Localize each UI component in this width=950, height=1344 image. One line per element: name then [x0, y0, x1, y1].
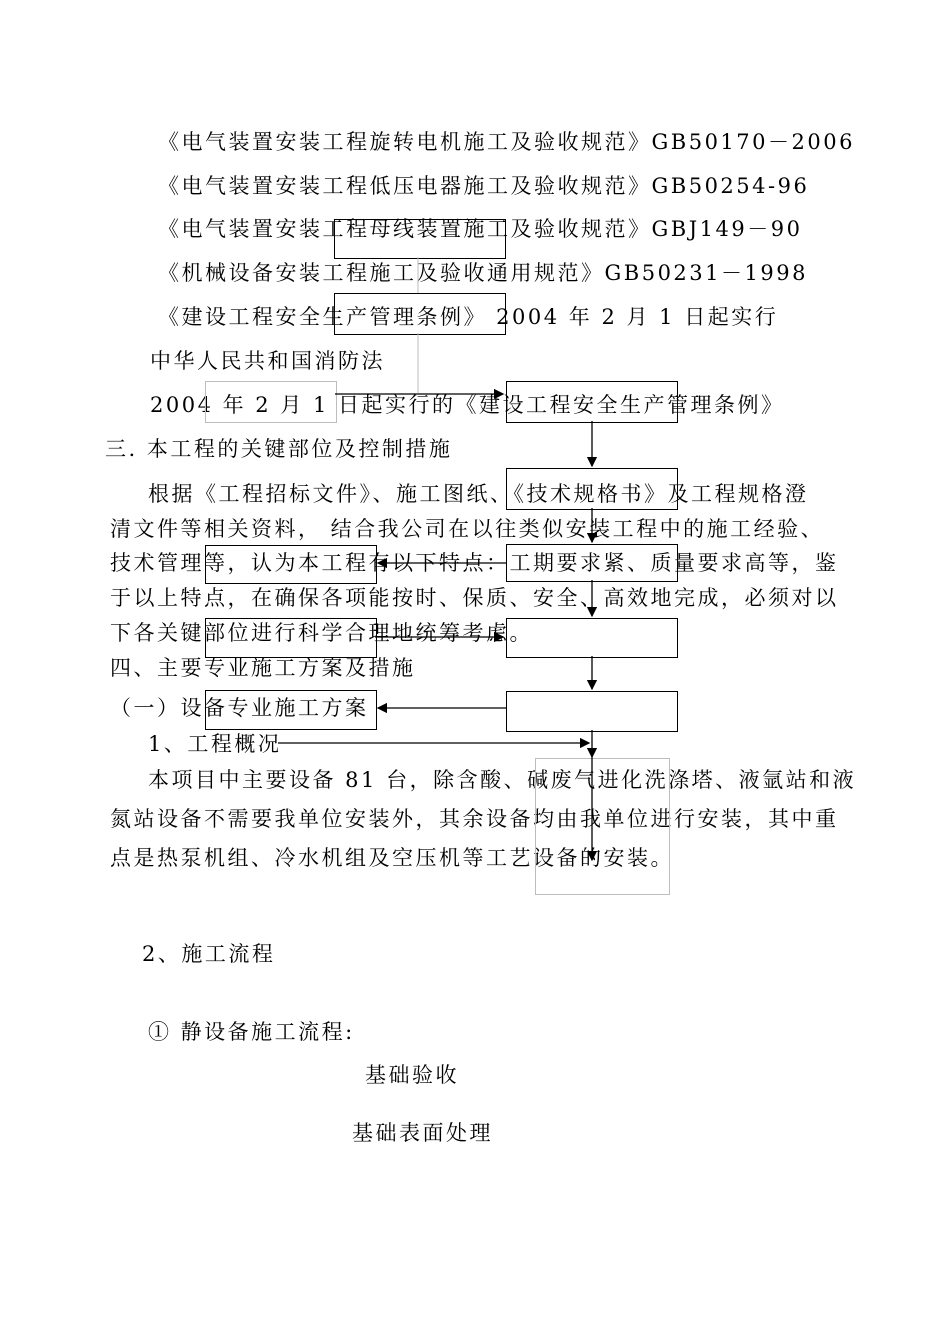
overview-line: 点是热泵机组、冷水机组及空压机等工艺设备的安装。 — [110, 846, 674, 870]
section4-heading: 四、主要专业施工方案及措施 — [110, 656, 416, 680]
paragraph-line: 于以上特点，在确保各项能按时、保质、安全、高效地完成，必须对以 — [110, 586, 839, 610]
paragraph-line: 根据《工程招标文件》、施工图纸、《技术规格书》及工程规格澄 — [148, 482, 809, 506]
standard-line: 《建设工程安全生产管理条例》 2004 年 2 月 1 日起实行 — [158, 305, 779, 329]
section3-heading: 三. 本工程的关键部位及控制措施 — [105, 437, 453, 461]
standard-line: 《电气装置安装工程母线装置施工及验收规范》GBJ149－90 — [158, 217, 803, 241]
overview-line: 氮站设备不需要我单位安装外，其余设备均由我单位进行安装，其中重 — [110, 807, 839, 831]
standard-line: 《电气装置安装工程旋转电机施工及验收规范》GB50170－2006 — [158, 130, 855, 154]
subsection-heading: （一）设备专业施工方案 — [110, 696, 369, 720]
item-heading: 1、工程概况 — [148, 732, 282, 756]
standard-line: 中华人民共和国消防法 — [150, 349, 385, 373]
overview-line: 本项目中主要设备 81 台，除含酸、碱废气进化洗涤塔、液氩站和液 — [148, 768, 857, 792]
paragraph-line: 下各关键部位进行科学合理地统筹考虑。 — [110, 621, 533, 645]
flow-step: 基础表面处理 — [352, 1121, 493, 1145]
paragraph-line: 技术管理等，认为本工程有以下特点：工期要求紧、质量要求高等，鉴 — [110, 551, 839, 575]
standard-line: 《机械设备安装工程施工及验收通用规范》GB50231－1998 — [158, 261, 808, 285]
standard-line: 2004 年 2 月 1 日起实行的《建设工程安全生产管理条例》 — [150, 393, 785, 417]
standard-line: 《电气装置安装工程低压电器施工及验收规范》GB50254-96 — [158, 174, 810, 198]
flow-title: ① 静设备施工流程: — [148, 1020, 355, 1044]
paragraph-line: 清文件等相关资料， 结合我公司在以往类似安装工程中的施工经验、 — [110, 517, 825, 541]
flow-step: 基础验收 — [365, 1063, 459, 1087]
item-heading: 2、施工流程 — [142, 942, 276, 966]
